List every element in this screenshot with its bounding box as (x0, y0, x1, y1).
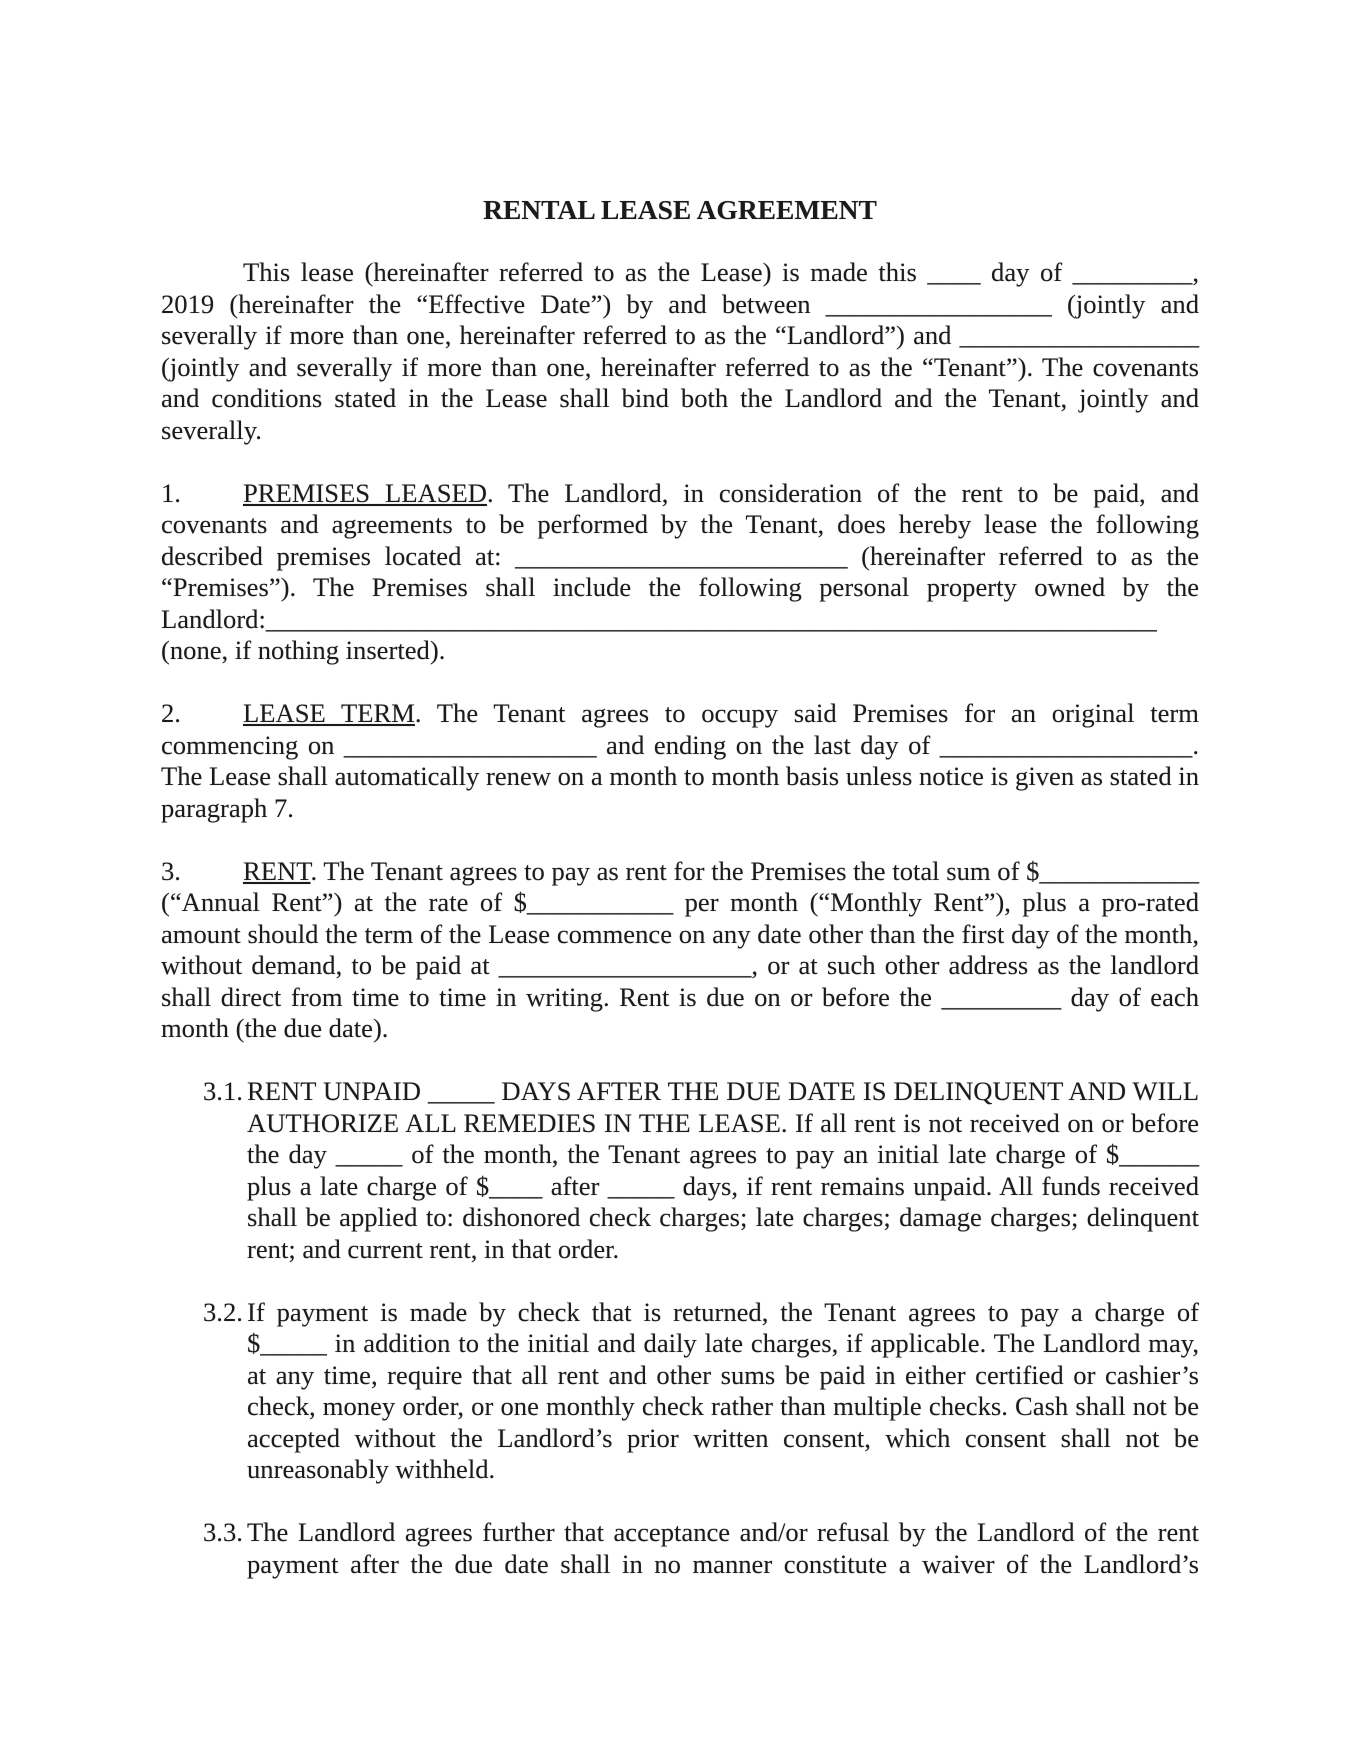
document-title: RENTAL LEASE AGREEMENT (483, 194, 877, 225)
subsection-3-1 (203, 1076, 1199, 1265)
section-3-rent (161, 856, 1199, 1045)
section-2-heading: LEASE TERM (243, 698, 415, 728)
section-1-number: 1. (161, 477, 181, 508)
section-2-lease-term (161, 698, 1199, 824)
section-1-body: . The Landlord, in consideration of the rent to be paid, and covenants and agreements to be performed by the Tenant, does hereby lease the following described premises located at: _________________________ (hereinafter referred to as the “Premises”). The Premises shall include the following personal property owned by the Landlord:___________________________________________________________________ (none, if nothing inserted). (161, 477, 1199, 665)
subsection-3-3-number: 3.3. (203, 1517, 243, 1547)
section-1-premises-leased (161, 478, 1199, 667)
section-3-number: 3. (161, 855, 181, 886)
subsection-3-2-number: 3.2. (203, 1296, 243, 1327)
subsection-3-3-body: The Landlord agrees further that acceptance and/or refusal by the Landlord of the rent payment after the due date shall in no manner constitute a waiver of the Landlord’s (247, 1517, 1199, 1579)
document-content (161, 194, 1199, 1612)
section-2-number: 2. (161, 698, 181, 728)
section-1-heading: PREMISES LEASED (243, 477, 487, 508)
section-3-heading: RENT (243, 855, 311, 886)
subsection-3-1-body: RENT UNPAID _____ DAYS AFTER THE DUE DATE IS DELINQUENT AND WILL AUTHORIZE ALL REMEDIES IN THE LEASE. If all rent is not received on or before the day _____ of the month, the Tenant agrees to pay an initial late charge of $______ plus a late charge of $____ after _____ days, if rent remains unpaid. All funds received shall be applied to: dishonored check charges; late charges; damage charges; delinquent rent; and current rent, in that order. (247, 1076, 1199, 1264)
subsection-3-2 (203, 1296, 1199, 1486)
section-3-body: . The Tenant agrees to pay as rent for the Premises the total sum of $____________ (“Annual Rent”) at the rate of $___________ per month (“Monthly Rent”), plus a pro-rated amount should the term of the Lease commence on any date other than the first day of the month, without demand, to be paid at ___________________, or at such other address as the landlord shall direct from time to time in writing. Rent is due on or before the _________ day of each month (the due date). (161, 855, 1199, 1043)
section-2-body: . The Tenant agrees to occupy said Premises for an original term commencing on ___________________ and ending on the last day of ___________________. The Lease shall automatically renew on a month to month basis unless notice is given as stated in paragraph 7. (161, 698, 1199, 823)
intro-paragraph: This lease (hereinafter referred to as the Lease) is made this ____ day of _________, 2019 (hereinafter the “Effective Date”) by and between _________________ (jointly and severally if more than one, hereinafter referred to as the “Landlord”) and __________________ (jointly and severally if more than one, hereinafter referred to as the “Tenant”). The covenants and conditions stated in the Lease shall bind both the Landlord and the Tenant, jointly and severally. (161, 257, 1199, 445)
subsection-3-3 (203, 1517, 1199, 1580)
subsection-3-2-body: If payment is made by check that is returned, the Tenant agrees to pay a charge of $_____ in addition to the initial and daily late charges, if applicable. The Landlord may, at any time, require that all rent and other sums be paid in either certified or cashier’s check, money order, or one monthly check rather than multiple checks. Cash shall not be accepted without the Landlord’s prior written consent, which consent shall not be unreasonably withheld. (247, 1296, 1199, 1484)
subsection-3-1-number: 3.1. (203, 1076, 243, 1106)
